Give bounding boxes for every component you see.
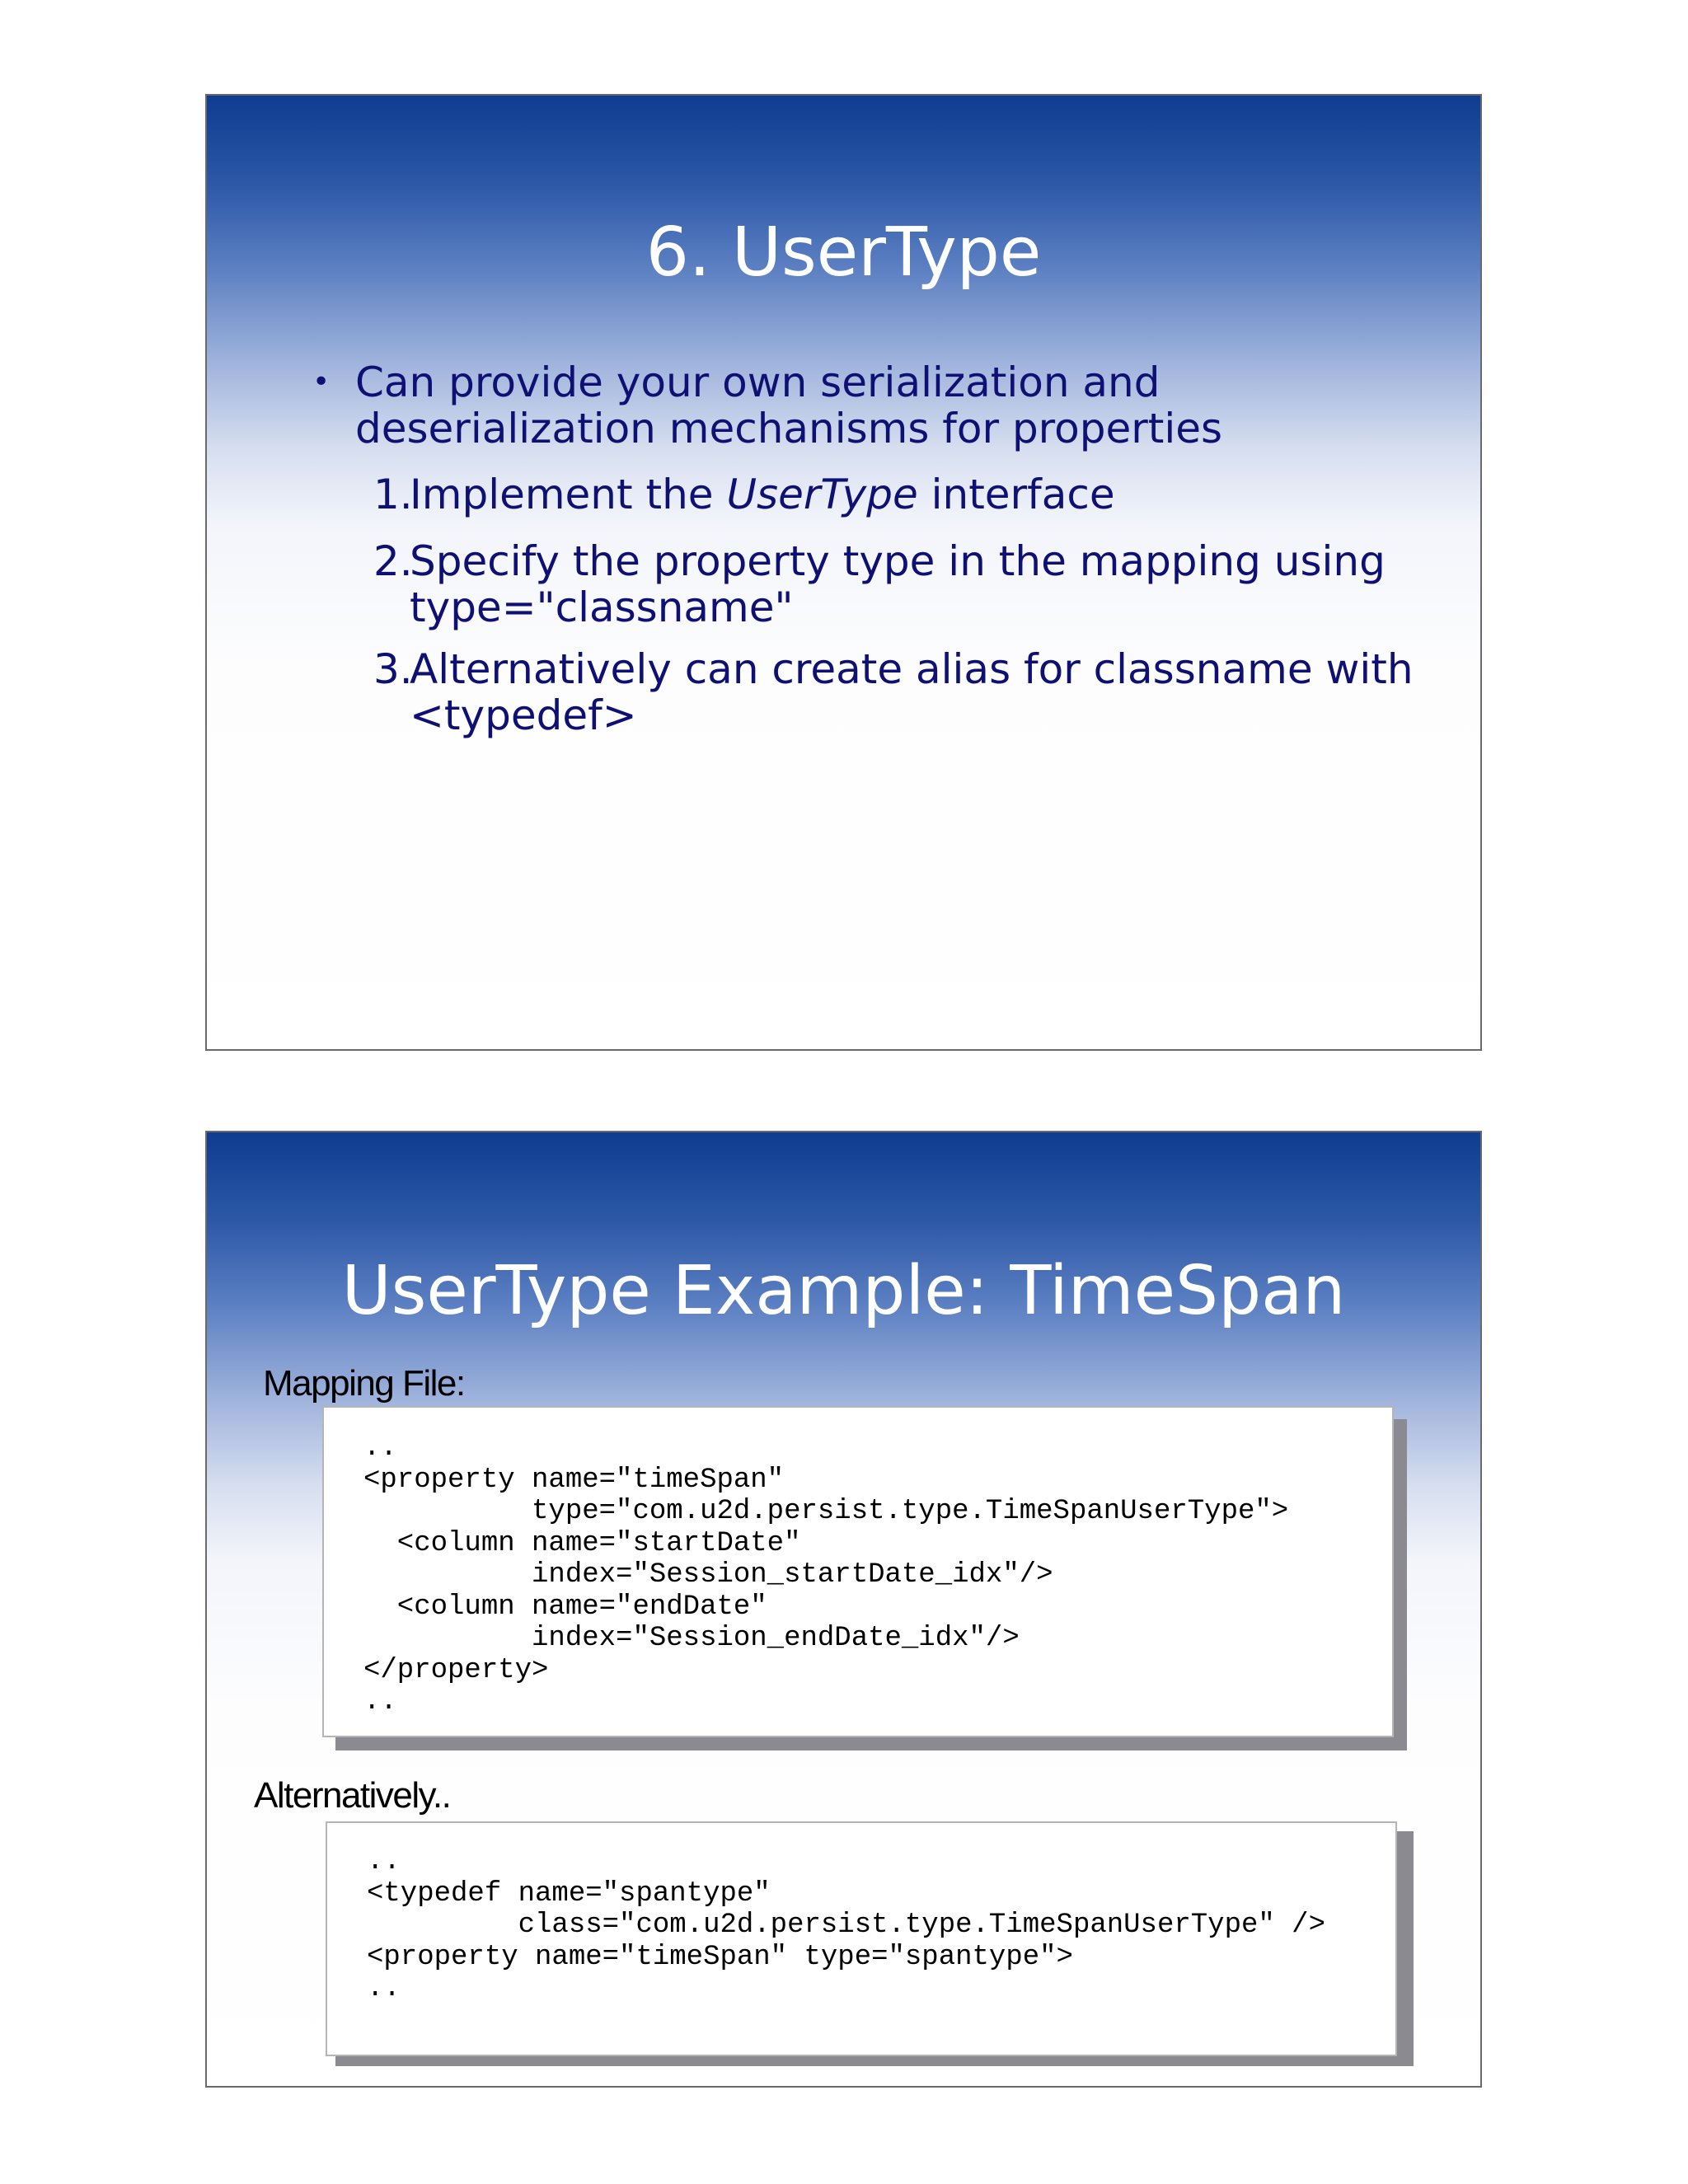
numbered-item-3 [373, 646, 1461, 738]
code-box [322, 1406, 1394, 1737]
item-number: 2. [373, 537, 413, 585]
code-box [326, 1821, 1397, 2056]
numbered-item-2 [373, 538, 1461, 630]
slide-title: 6. UserType [645, 213, 1042, 292]
alternatively-label: Alternatively.. [254, 1775, 451, 1816]
item-text: Specify the property type in the mapping using type="classname" [410, 537, 1386, 631]
bullet-dot-icon: • [312, 365, 331, 399]
slide-usertype [205, 94, 1482, 1051]
item-number: 1. [373, 471, 413, 518]
item-number: 3. [373, 645, 413, 693]
typedef-code: .. <typedef name="spantype" class="com.u2d.persist.type.TimeSpanUserType" /> <property name="timeSpan" type="spantype"> .. [367, 1846, 1325, 2004]
bullet-item [312, 359, 1384, 452]
bullet-text: Can provide your own serialization and deserialization mechanisms for properties [355, 359, 1223, 452]
item-text: Alternatively can create alias for classname with <typedef> [410, 645, 1414, 739]
mapping-file-label: Mapping File: [263, 1363, 465, 1404]
usertype-emphasis: UserType [726, 471, 918, 518]
numbered-item-1 [373, 471, 1461, 518]
mapping-code: .. <property name="timeSpan" type="com.u2d.persist.type.TimeSpanUserType"> <column name="startDate" index="Session_startDate_idx"/> <column name="endDate" index="Session_endDate_idx"/> </property> .. [363, 1432, 1289, 1718]
item-text: Implement the UserType interface [410, 471, 1115, 518]
slide-usertype-example [205, 1131, 1482, 2088]
slide-title: UserType Example: TimeSpan [341, 1252, 1346, 1330]
